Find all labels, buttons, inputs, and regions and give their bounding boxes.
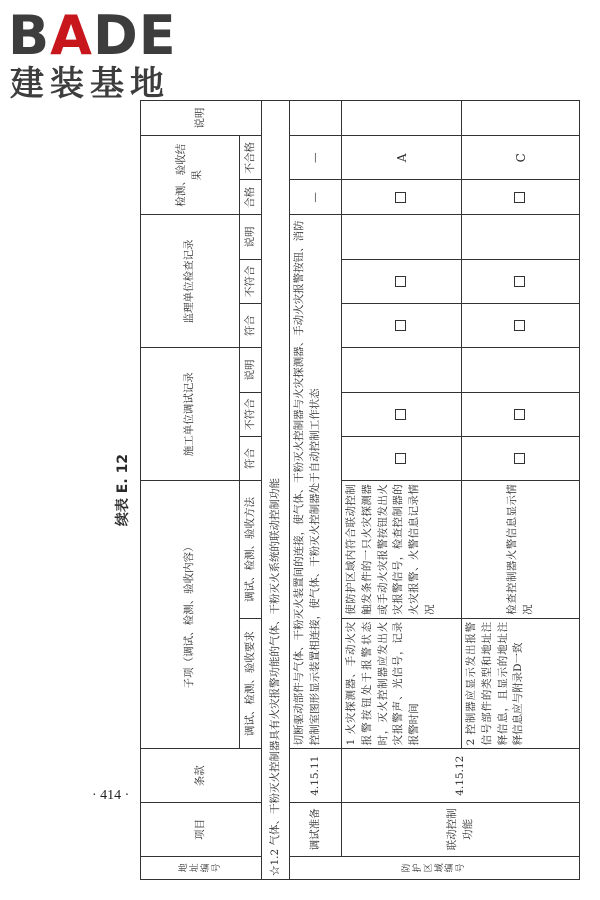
cell-c-note-2 <box>462 348 580 392</box>
checkbox-c-conform-2[interactable] <box>462 436 580 480</box>
row-prep-fail: — <box>290 136 342 180</box>
header-requirement: 调试、检测、验收要求 <box>240 618 262 749</box>
logo-wordmark: BADE <box>8 4 177 67</box>
checkbox-s-nonconform-2[interactable] <box>462 259 580 303</box>
checkbox-c-nonconform-2[interactable] <box>462 392 580 436</box>
header-note-result: 说明 <box>141 101 262 136</box>
row-linkage-clause: 4.15.12 <box>342 749 580 803</box>
table-caption: 续表 E. 12 <box>115 453 131 527</box>
checkbox-c-conform-1[interactable] <box>342 436 462 480</box>
section-title: ☆1.2 气体、干粉灭火控制器具有火灾报警功能的气体、干粉灭火系统的联动控制功能 <box>262 101 290 880</box>
header-nonconform-s: 不符合 <box>240 259 262 303</box>
row-linkage-req-1: 1 火灾探测器、手动火灾报警按钮处于报警状态时，灭火控制器应发出火灾报警声、光信号，记录报警时间 <box>342 618 462 749</box>
cell-c-note-1 <box>342 348 462 392</box>
checkbox-c-nonconform-1[interactable] <box>342 392 462 436</box>
row-linkage-method-1: 使防护区域内符合联动控制触发条件的一只火灾探测器或手动火灾报警按钮发出火灾报警信号，检查控制器的火灾报警、火警信息记录情况 <box>342 481 462 619</box>
header-note-c: 说明 <box>240 348 262 392</box>
header-note-s: 说明 <box>240 215 262 259</box>
header-conform-s: 符合 <box>240 304 262 348</box>
row-linkage-req-2: 2 控制器应显示发出报警信号部件的类型和地址注释信息，且显示的地址注释信息应与附录D一致 <box>462 618 580 749</box>
result-grade-1: A <box>342 136 462 180</box>
checkbox-s-nonconform-1[interactable] <box>342 259 462 303</box>
row-linkage-method-2: 检查控制器火警信息显示情况 <box>462 481 580 619</box>
logo-subtitle: 建装基地 <box>10 64 170 104</box>
header-clause: 条款 <box>141 749 262 803</box>
cell-result-note-1 <box>342 101 462 136</box>
page-number: · 414 · <box>92 788 130 803</box>
header-pass: 合格 <box>240 180 262 215</box>
row-prep-note <box>290 101 342 136</box>
zone-label: 防护区域编号 <box>290 856 580 879</box>
header-result: 检测、验收结果 <box>141 136 240 215</box>
row-prep-content: 切断驱动部件与气体、干粉灭火装置间的连接，使气体、干粉灭火控制器与火灾探测器、手动火灾报警按钮、消防控制室图形显示装置相连接，使气体、干粉灭火控制器处于自动控制工作状态 <box>290 215 342 749</box>
cell-s-note-1 <box>342 215 462 259</box>
checkbox-pass-1[interactable] <box>342 180 462 215</box>
header-nonconform-c: 不符合 <box>240 392 262 436</box>
cell-s-note-2 <box>462 215 580 259</box>
header-sub-item: 子项（调试、检测、验收内容） <box>141 481 240 749</box>
row-prep-clause: 4.15.11 <box>290 749 342 803</box>
rotated-page <box>110 90 580 890</box>
row-linkage-item: 联动控制功能 <box>342 803 580 857</box>
checkbox-s-conform-2[interactable] <box>462 304 580 348</box>
acceptance-table <box>140 100 580 880</box>
header-method: 调试、检测、验收方法 <box>240 481 262 619</box>
header-supervisor: 监理单位检查记录 <box>141 215 240 348</box>
header-conform-c: 符合 <box>240 436 262 480</box>
checkbox-s-conform-1[interactable] <box>342 304 462 348</box>
checkbox-pass-2[interactable] <box>462 180 580 215</box>
row-prep-pass: — <box>290 180 342 215</box>
result-grade-2: C <box>462 136 580 180</box>
header-fail: 不合格 <box>240 136 262 180</box>
header-item: 项目 <box>141 803 262 857</box>
cell-result-note-2 <box>462 101 580 136</box>
header-constructor: 施工单位调试记录 <box>141 348 240 481</box>
row-prep-item: 调试准备 <box>290 803 342 857</box>
header-address: 地址编号 <box>141 856 262 879</box>
